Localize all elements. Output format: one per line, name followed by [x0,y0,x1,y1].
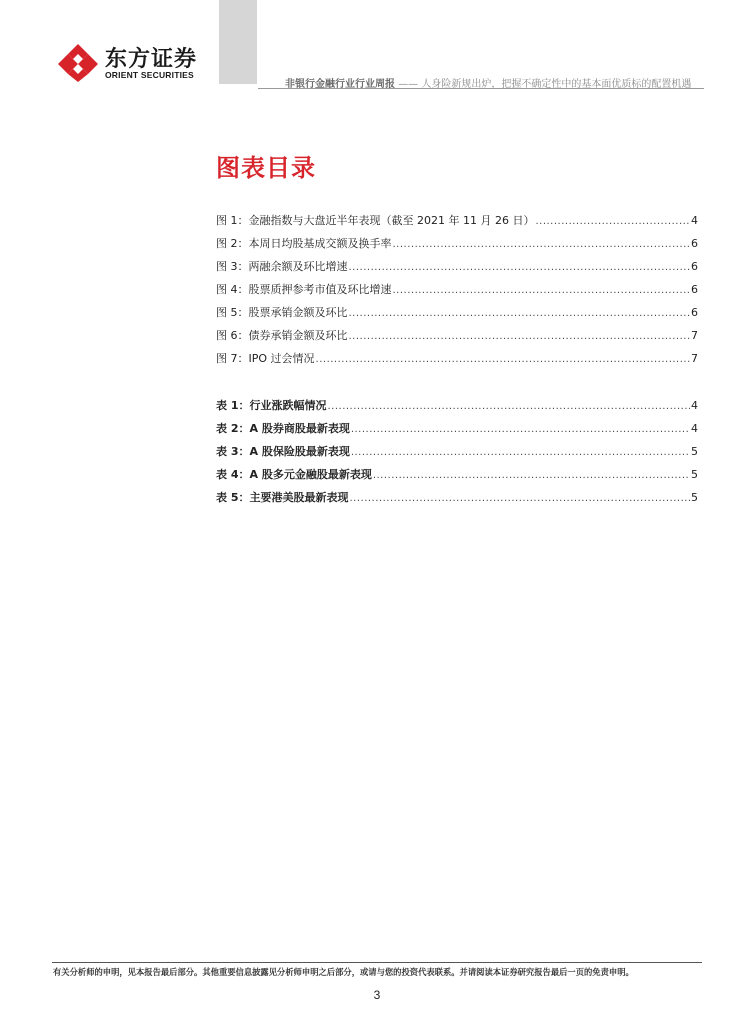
toc-entry-page: 7 [691,352,698,365]
toc-entry-label: 表 1：行业涨跌幅情况 [216,399,327,412]
toc-entry-label: 图 6：债券承销金额及环比 [216,329,348,342]
toc-entry-label: 表 5：主要港美股最新表现 [216,491,349,504]
toc-leader-dots [393,239,691,250]
toc-figure-entry[interactable] [216,281,698,304]
toc-entry-label: 表 3：A 股保险股最新表现 [216,445,350,458]
logo-english-name: ORIENT SECURITIES [105,70,194,80]
toc-leader-dots [316,354,690,365]
toc-entry-label: 图 5：股票承销金额及环比 [216,306,348,319]
toc-entry-page: 6 [691,306,698,319]
toc-entry-page: 5 [691,468,698,481]
toc-leader-dots [373,470,690,481]
toc-figure-entry[interactable] [216,212,698,235]
header-gray-band [219,0,257,84]
toc-entry-page: 6 [691,283,698,296]
footer-disclaimer: 有关分析师的申明，见本报告最后部分。其他重要信息披露见分析师申明之后部分，或请与您的投资代表联系。并请阅读本证券研究报告最后一页的免责申明。 [53,967,634,977]
toc-entry-page: 4 [691,214,698,227]
page-number: 3 [373,988,381,1002]
orient-logo-icon [58,42,98,82]
toc-entry-page: 4 [691,399,698,412]
toc-figure-entry[interactable] [216,304,698,327]
toc-leader-dots [351,424,690,435]
toc-leader-dots [535,216,690,227]
figure-list [216,212,698,373]
toc-table-entry[interactable] [216,466,698,489]
footer-divider [52,962,702,963]
toc-figure-entry[interactable] [216,350,698,373]
toc-entry-page: 6 [691,260,698,273]
toc-entry-label: 图 3：两融余额及环比增速 [216,260,348,273]
toc-leader-dots [349,262,691,273]
toc-entry-label: 表 4：A 股多元金融股最新表现 [216,468,372,481]
toc-leader-dots [349,308,691,319]
toc-entry-page: 7 [691,329,698,342]
toc-entry-label: 图 7：IPO 过会情况 [216,352,315,365]
logo-chinese-name: 东方证券 [105,47,198,72]
toc-table-entry[interactable] [216,420,698,443]
toc-table-entry[interactable] [216,397,698,420]
toc-leader-dots [349,331,691,342]
toc-entry-label: 图 2：本周日均股基成交额及换手率 [216,237,392,250]
toc-figure-entry[interactable] [216,327,698,350]
header-divider [258,88,704,89]
toc-leader-dots [349,493,690,504]
toc-entry-label: 图 1：金融指数与大盘近半年表现（截至 2021 年 11 月 26 日） [216,214,535,227]
toc-leader-dots [393,285,691,296]
toc-entry-page: 5 [691,445,698,458]
table-list [216,397,698,512]
report-type: 非银行金融行业行业周报 [285,79,395,90]
toc-table-entry[interactable] [216,443,698,466]
toc-entry-label: 图 4：股票质押参考市值及环比增速 [216,283,392,296]
toc-leader-dots [327,401,690,412]
toc-entry-label: 表 2：A 股券商股最新表现 [216,422,350,435]
toc-leader-dots [351,447,690,458]
toc-figure-entry[interactable] [216,258,698,281]
toc-table-entry[interactable] [216,489,698,512]
toc-figure-entry[interactable] [216,235,698,258]
toc-entry-page: 4 [691,422,698,435]
company-logo [58,42,218,82]
report-subject: 人身险新规出炉，把握不确定性中的基本面优质标的配置机遇 [421,79,692,90]
toc-entry-page: 5 [691,491,698,504]
header-separator: —— [395,79,422,90]
toc-entry-page: 6 [691,237,698,250]
toc-title: 图表目录 [216,154,316,182]
